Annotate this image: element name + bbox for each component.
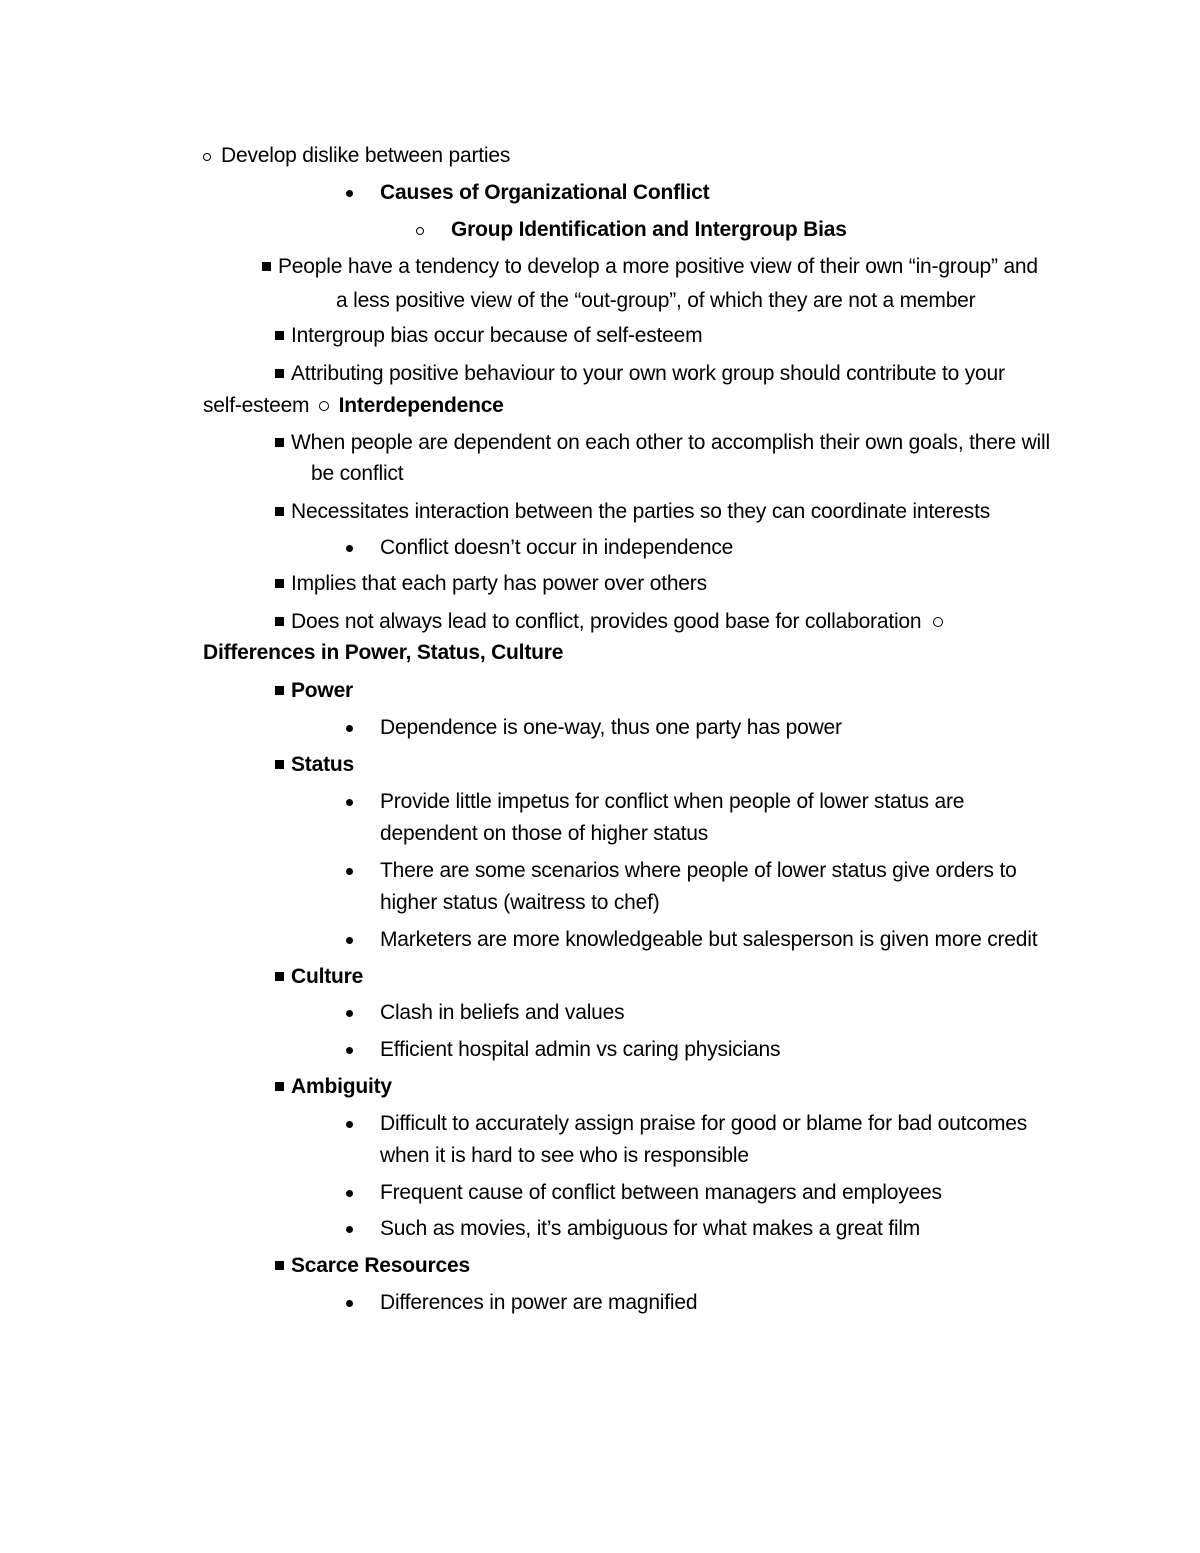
square-bullet-icon xyxy=(275,331,284,340)
heading-differences: Differences in Power, Status, Culture xyxy=(203,641,564,664)
heading-power: Power xyxy=(291,679,354,702)
text-line xyxy=(275,1074,392,1100)
square-bullet-icon xyxy=(275,686,284,695)
line-text: Necessitates interaction between the parties so they can coordinate interests xyxy=(291,500,991,523)
square-bullet-icon xyxy=(275,579,284,588)
line-text: self-esteem xyxy=(203,394,310,417)
text-line xyxy=(203,393,504,419)
square-bullet-icon xyxy=(275,438,284,447)
text-line: dependent on those of higher status xyxy=(380,822,709,845)
bullet-dot-icon xyxy=(346,937,353,944)
text-line: Provide little impetus for conflict when people of lower status are xyxy=(380,790,965,813)
square-bullet-icon xyxy=(275,1261,284,1270)
text-line xyxy=(275,571,707,597)
line-text: Attributing positive behaviour to your own work group should contribute to your xyxy=(291,362,1005,385)
text-line: be conflict xyxy=(311,462,404,485)
text-line xyxy=(275,1253,470,1279)
square-bullet-icon xyxy=(275,972,284,981)
heading-interdependence: Interdependence xyxy=(338,394,504,417)
heading-culture: Culture xyxy=(291,965,364,988)
text-line: when it is hard to see who is responsible xyxy=(380,1144,749,1167)
text-line: Frequent cause of conflict between managers and employees xyxy=(380,1181,942,1204)
text-line xyxy=(275,361,1005,387)
line-text: People have a tendency to develop a more positive view of their own “in-group” and xyxy=(278,255,1038,278)
text-line xyxy=(275,964,363,990)
line-text: Does not always lead to conflict, provides good base for collaboration xyxy=(291,610,922,633)
text-line: Clash in beliefs and values xyxy=(380,1001,625,1024)
text-line xyxy=(275,430,1050,456)
text-line xyxy=(275,609,943,635)
text-line: a less positive view of the “out-group”, of which they are not a member xyxy=(336,289,976,312)
square-bullet-icon xyxy=(262,262,271,271)
heading-group-identification: Group Identification and Intergroup Bias xyxy=(451,218,847,241)
text-line: Develop dislike between parties xyxy=(221,144,511,167)
text-line xyxy=(262,254,1038,280)
text-line: higher status (waitress to chef) xyxy=(380,891,660,914)
heading-causes: Causes of Organizational Conflict xyxy=(380,181,710,204)
hollow-circle-bullet-icon xyxy=(319,401,329,411)
bullet-dot-icon xyxy=(346,1047,353,1054)
heading-ambiguity: Ambiguity xyxy=(291,1075,392,1098)
heading-status: Status xyxy=(291,753,354,776)
text-line xyxy=(275,678,353,704)
text-line: Differences in power are magnified xyxy=(380,1291,698,1314)
square-bullet-icon xyxy=(275,369,284,378)
bullet-dot-icon xyxy=(346,1190,353,1197)
bullet-dot-icon xyxy=(346,1226,353,1233)
text-line: Marketers are more knowledgeable but salesperson is given more credit xyxy=(380,928,1038,951)
line-text: Intergroup bias occur because of self-esteem xyxy=(291,324,703,347)
bullet-dot-icon xyxy=(346,868,353,875)
bullet-dot-icon xyxy=(346,545,353,552)
hollow-circle-bullet-icon xyxy=(933,617,943,627)
bullet-dot-icon xyxy=(346,190,353,197)
bullet-dot-icon xyxy=(346,1010,353,1017)
bullet-dot-icon xyxy=(346,1300,353,1307)
square-bullet-icon xyxy=(275,507,284,516)
line-text: When people are dependent on each other to accomplish their own goals, there will xyxy=(291,431,1050,454)
text-line: Efficient hospital admin vs caring physicians xyxy=(380,1038,781,1061)
square-bullet-icon xyxy=(275,617,284,626)
text-line xyxy=(275,323,702,349)
bullet-dot-icon xyxy=(346,1121,353,1128)
hollow-circle-bullet-icon xyxy=(203,153,211,161)
square-bullet-icon xyxy=(275,1082,284,1091)
text-line xyxy=(275,752,354,778)
hollow-circle-bullet-icon xyxy=(416,227,424,235)
bullet-dot-icon xyxy=(346,799,353,806)
text-line: Difficult to accurately assign praise for good or blame for bad outcomes xyxy=(380,1112,1028,1135)
text-line: Conflict doesn’t occur in independence xyxy=(380,536,734,559)
text-line: Dependence is one-way, thus one party has power xyxy=(380,716,842,739)
heading-scarce-resources: Scarce Resources xyxy=(291,1254,470,1277)
text-line xyxy=(275,499,990,525)
text-line: Such as movies, it’s ambiguous for what makes a great film xyxy=(380,1217,921,1240)
square-bullet-icon xyxy=(275,760,284,769)
bullet-dot-icon xyxy=(346,725,353,732)
text-line: There are some scenarios where people of lower status give orders to xyxy=(380,859,1017,882)
line-text: Implies that each party has power over others xyxy=(291,572,707,595)
